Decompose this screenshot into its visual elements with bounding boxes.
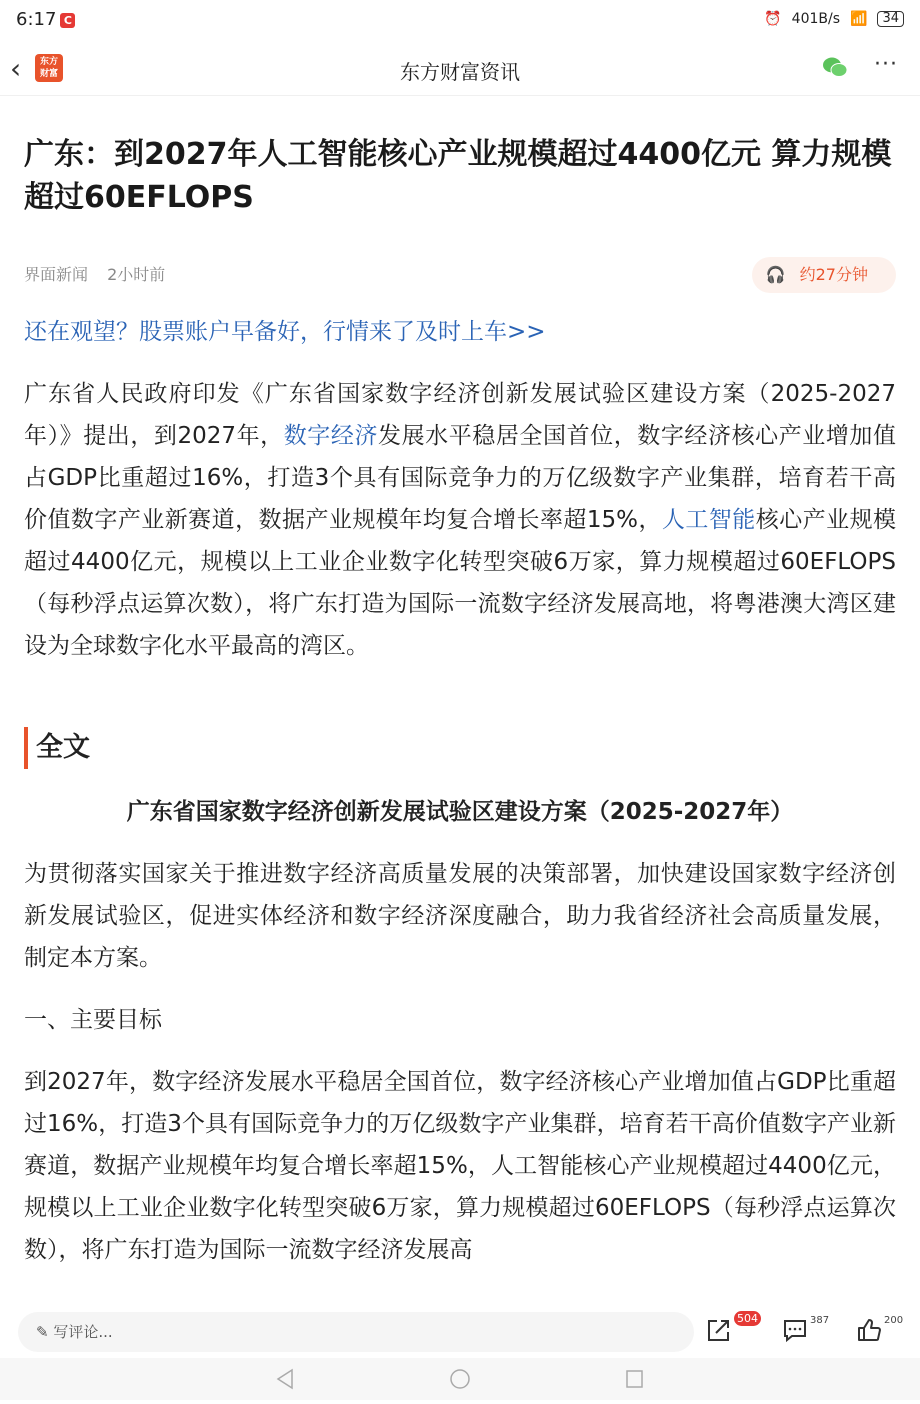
article-time: 2小时前 [107,265,166,284]
comment-count: 387 [810,1315,830,1326]
pen-icon: ✎ [36,1323,54,1341]
subheading: 一、主要目标 [24,1007,162,1033]
lead-text: 发展水平稳居全国首位，数字经济核心产业增加值占GDP比重超过16%，打造3个具有国际竞争力的万亿级数字产业集群，培育若干高价值数字产业新赛道，数据产业规模年均复合增长率超15%， [24,423,896,533]
listen-button[interactable] [752,257,896,293]
paragraph: 为贯彻落实国家关于推进数字经济高质量发展的决策部署，加快建设国家数字经济创新发展试验区，促进实体经济和数字经济深度融合，助力我省经济社会高质量发展，制定本方案。 [24,861,896,971]
headphones-icon: 🎧 [765,265,786,284]
network-speed: 401B/s [791,11,841,27]
comment-placeholder: 写评论... [53,1323,113,1341]
keyword-link[interactable]: 数字经济 [283,423,379,449]
status-bar [0,0,920,40]
comment-input[interactable] [18,1312,694,1352]
comment-icon[interactable] [782,1317,808,1343]
lead-text: 广东省人民政府印发《广东省国家数字经济创新发展试验区建设方案（2025-2027年）》提出，到2027年， [24,381,896,449]
document-title: 广东省国家数字经济创新发展试验区建设方案（2025-2027年） [126,799,794,825]
article-source[interactable]: 界面新闻 [24,265,89,284]
app-logo: 东方 财富 [35,54,63,82]
nav-home-icon[interactable] [451,1370,469,1388]
bottom-action-bar [0,1303,920,1358]
wifi-icon: 📶 [850,11,868,27]
article-meta [24,257,896,293]
article-title: 广东：到2027年人工智能核心产业规模超过4400亿元 算力规模超过60EFLOPS [24,137,892,215]
lead-paragraph [24,373,896,667]
nav-recents-icon[interactable] [627,1371,642,1387]
paragraph: 到2027年，数字经济发展水平稳居全国首位，数字经济核心产业增加值占GDP比重超过16%，打造3个具有国际竞争力的万亿级数字产业集群，培育若干高价值数字产业新赛道，数据产业规模年均复合增长率超15%，人工智能核心产业规模超过4400亿元，规模以上工业企业数字化转型突破6万家，算力规模超过60EFLOPS（每秒浮点运算次数），将广东打造为国际一流数字经济发展高 [24,1069,896,1263]
back-icon[interactable]: ‹ [10,52,22,85]
keyword-link[interactable]: 人工智能 [661,507,756,533]
app-notification-icon: C [60,13,75,28]
wechat-icon[interactable] [822,56,848,78]
lead-text: 核心产业规模超过4400亿元，规模以上工业企业数字化转型突破6万家，算力规模超过60EFLOPS（每秒浮点运算次数），将广东打造为国际一流数字经济发展高地，将粤港澳大湾区建设为全球数字化水平最高的湾区。 [24,507,897,659]
alarm-icon: ⏰ [764,11,782,27]
top-nav [0,40,920,96]
share-count: 504 [734,1311,761,1326]
promo-link[interactable]: 还在观望？股票账户早备好，行情来了及时上车>> [24,319,546,345]
section-heading: 全文 [24,727,896,769]
like-count: 200 [884,1315,904,1326]
listen-duration: 约27分钟 [799,265,868,284]
battery-icon: 34 [877,11,904,27]
system-nav-bar [0,1358,920,1400]
like-icon[interactable] [856,1317,882,1343]
clock: 6:17 [16,9,57,30]
more-icon[interactable]: ··· [874,52,898,77]
share-icon[interactable] [706,1317,732,1343]
nav-title: 东方财富资讯 [400,60,520,84]
article [0,97,920,1303]
nav-back-icon[interactable] [278,1370,292,1388]
